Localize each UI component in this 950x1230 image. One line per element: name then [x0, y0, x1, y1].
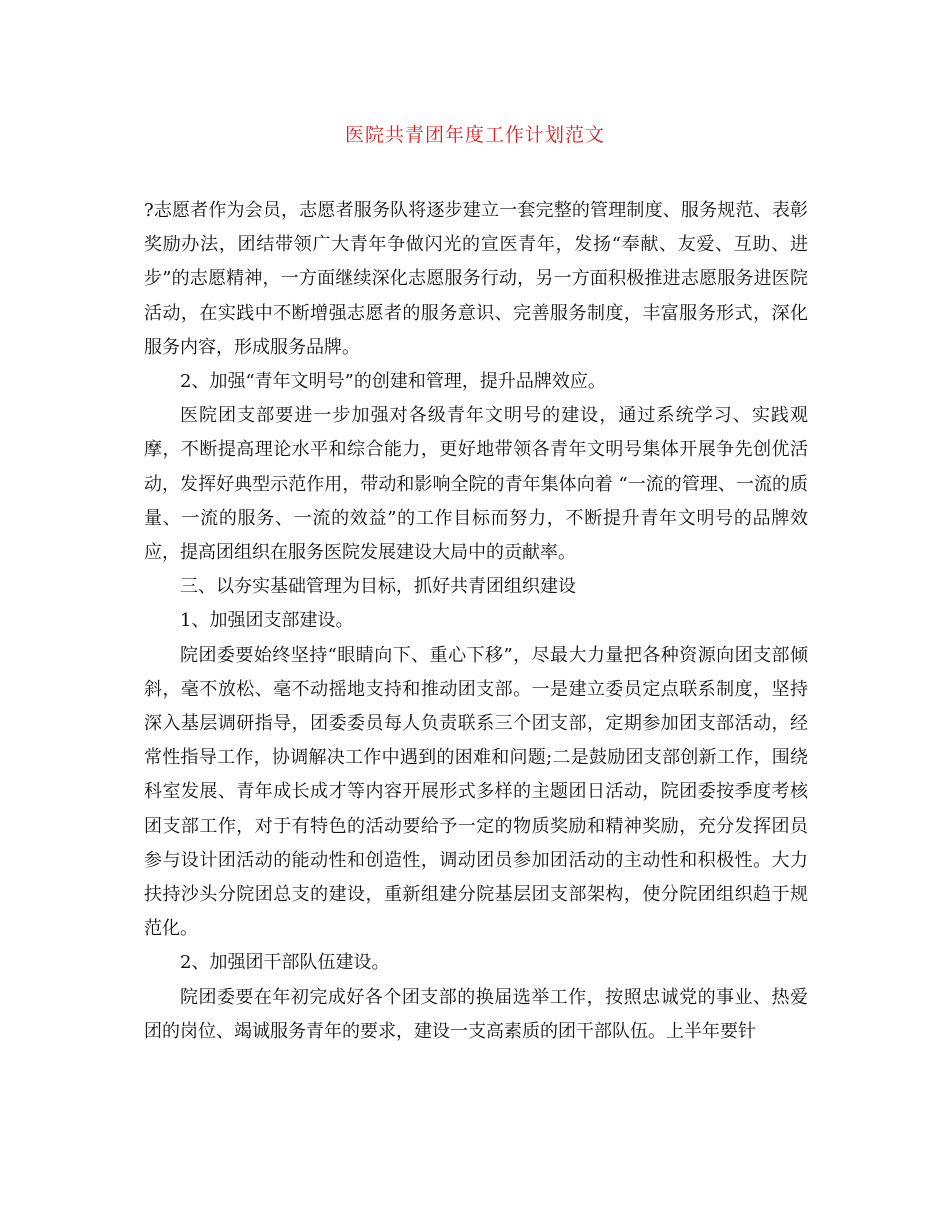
section-heading: 三、以夯实基础管理为目标，抓好共青团组织建设 [180, 576, 576, 598]
subsection-heading: 2、加强团干部队伍建设。 [180, 952, 390, 974]
document-body [144, 194, 808, 1049]
paragraph: ?志愿者作为会员，志愿者服务队将逐步建立一套完整的管理制度、服务规范、表彰奖励办法，团结带领广大青年争做闪光的宣医青年，发扬“奉献、友爱、互助、进步”的志愿精神，一方面继续深化志愿服务行动，另一方面积极推进志愿服务进医院活动，在实践中不断增强志愿者的服务意识、完善服务制度，丰富服务形式，深化服务内容，形成服务品牌。 [144, 200, 808, 358]
paragraph: 院团委要始终坚持“眼睛向下、重心下移”，尽最大力量把各种资源向团支部倾斜，毫不放松、毫不动摇地支持和推动团支部。一是建立委员定点联系制度，坚持深入基层调研指导，团委委员每人负责联系三个团支部，定期参加团支部活动，经常性指导工作，协调解决工作中遇到的困难和问题;二是鼓励团支部创新工作，围绕科室发展、青年成长成才等内容开展形式多样的主题团日活动，院团委按季度考核团支部工作，对于有特色的活动要给予一定的物质奖励和精神奖励，充分发挥团员参与设计团活动的能动性和创造性，调动团员参加团活动的主动性和积极性。大力扶持沙头分院团总支的建设，重新组建分院基层团支部架构，使分院团组织趋于规范化。 [144, 644, 808, 940]
subsection-heading: 1、加强团支部建设。 [180, 610, 354, 632]
paragraph: 医院团支部要进一步加强对各级青年文明号的建设，通过系统学习、实践观摩，不断提高理论水平和综合能力，更好地带领各青年文明号集体开展争先创优活动，发挥好典型示范作用，带动和影响全院的青年集体向着 “一流的管理、一流的质量、一流的服务、一流的效益”的工作目标而努力，不断提升青年文明号的品牌效应，提高团组织在服务医院发展建设大局中的贡献率。 [144, 405, 808, 564]
paragraph: 院团委要在年初完成好各个团支部的换届选举工作，按照忠诚党的事业、热爱团的岗位、竭诚服务青年的要求，建设一支高素质的团干部队伍。上半年要针 [144, 986, 808, 1042]
paragraph: 2、加强“青年文明号”的创建和管理，提升品牌效应。 [180, 371, 606, 393]
document-title: 医院共青团年度工作计划范文 [344, 124, 605, 146]
